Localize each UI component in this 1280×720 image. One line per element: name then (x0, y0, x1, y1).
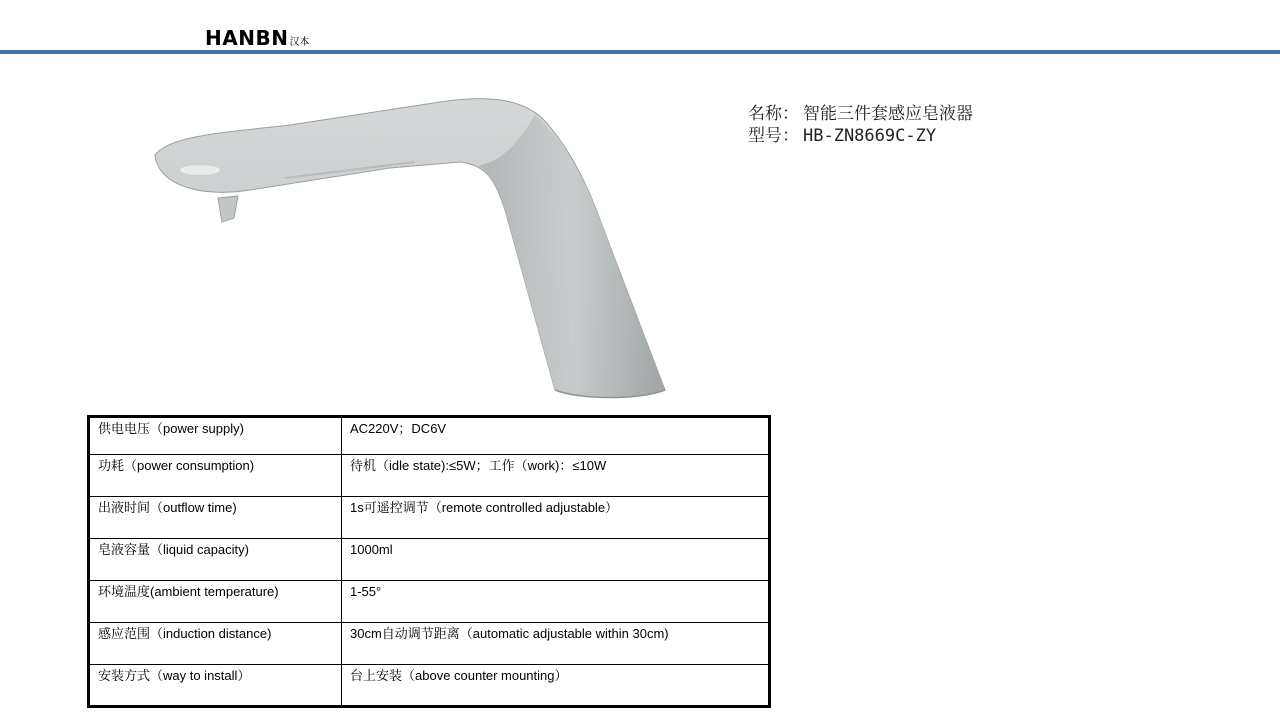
spec-row (89, 539, 770, 581)
product-name-label: 名称： (748, 104, 799, 124)
product-model-value: HB-ZN8669C-ZY (803, 126, 937, 146)
spec-row (89, 665, 770, 707)
spec-row (89, 497, 770, 539)
brand-logo (205, 26, 309, 50)
product-info (748, 103, 973, 147)
spec-value: 待机（idle state):≤5W；工作（work)：≤10W (342, 455, 770, 497)
spec-row (89, 581, 770, 623)
spec-row (89, 417, 770, 455)
spec-label: 功耗（power consumption) (89, 455, 342, 497)
spec-table (87, 415, 771, 708)
spec-label: 环境温度(ambient temperature) (89, 581, 342, 623)
product-name-line (748, 103, 973, 125)
product-name-value: 智能三件套感应皂液器 (803, 104, 973, 124)
spec-label: 出液时间（outflow time) (89, 497, 342, 539)
spec-label: 安装方式（way to install） (89, 665, 342, 707)
spec-value: 1s可遥控调节（remote controlled adjustable） (342, 497, 770, 539)
spec-value: AC220V；DC6V (342, 417, 770, 455)
faucet-nozzle (218, 196, 238, 222)
product-model-label: 型号： (748, 126, 799, 146)
spec-label: 感应范围（induction distance) (89, 623, 342, 665)
spec-value: 30cm自动调节距离（automatic adjustable within 30cm) (342, 623, 770, 665)
spec-label: 供电电压（power supply) (89, 417, 342, 455)
spec-label: 皂液容量（liquid capacity) (89, 539, 342, 581)
spec-value: 台上安装（above counter mounting） (342, 665, 770, 707)
spec-row (89, 623, 770, 665)
spec-value: 1000ml (342, 539, 770, 581)
brand-sub: 汉本 (289, 37, 310, 48)
brand-name: HANBN (205, 26, 289, 50)
product-model-line (748, 125, 973, 147)
spec-value: 1-55° (342, 581, 770, 623)
faucet-image (140, 90, 680, 405)
spec-row (89, 455, 770, 497)
faucet-highlight (180, 165, 220, 175)
header-divider (0, 50, 1280, 54)
